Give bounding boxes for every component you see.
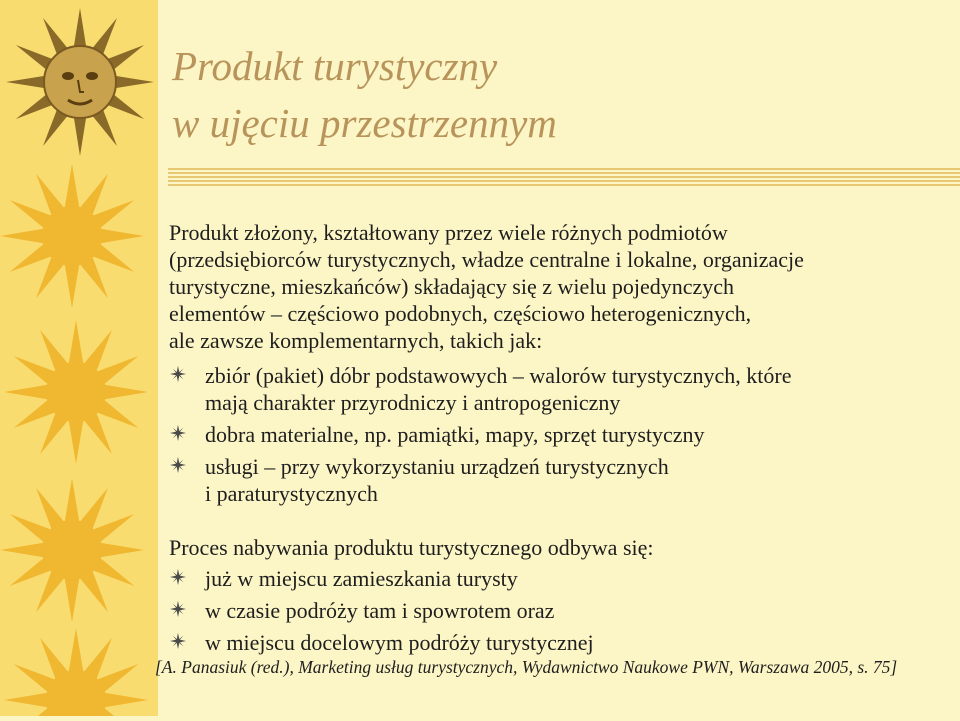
sun-icon <box>0 478 144 622</box>
asterisk-star-icon <box>169 424 187 442</box>
list-item: w czasie podróży tam i spowrotem oraz <box>169 597 949 624</box>
asterisk-star-icon <box>169 568 187 586</box>
source-citation: [A. Panasiuk (red.), Marketing usług turystycznych, Wydawnictwo Naukowe PWN, Warszawa 2005, s. 75] <box>155 657 898 677</box>
slide-body <box>169 219 949 661</box>
decorative-left-band <box>0 0 158 716</box>
elements-list <box>169 362 949 507</box>
sun-icon <box>4 628 148 716</box>
sun-face-icon <box>6 8 154 156</box>
title-line-2: w ujęciu przestrzennym <box>172 100 557 146</box>
list-item: już w miejscu zamieszkania turysty <box>169 565 949 592</box>
slide-title <box>172 38 557 152</box>
asterisk-star-icon <box>169 600 187 618</box>
list-item: dobra materialne, np. pamiątki, mapy, sprzęt turystyczny <box>169 421 949 448</box>
title-line-1: Produkt turystyczny <box>172 43 498 89</box>
sun-column <box>0 0 158 716</box>
process-list <box>169 565 949 656</box>
sun-icon <box>4 320 148 464</box>
list-item: w miejscu docelowym podróży turystycznej <box>169 629 949 656</box>
sun-icon <box>0 164 144 308</box>
asterisk-star-icon <box>169 456 187 474</box>
list-item: zbiór (pakiet) dóbr podstawowych – walorów turystycznych, które mają charakter przyrodniczy i antropogeniczny <box>169 362 949 416</box>
asterisk-star-icon <box>169 632 187 650</box>
title-underline <box>168 168 960 186</box>
list-item: usługi – przy wykorzystaniu urządzeń turystycznych i paraturystycznych <box>169 453 949 507</box>
intro-paragraph: Produkt złożony, kształtowany przez wiele różnych podmiotów (przedsiębiorców turystycznych, władze centralne i lokalne, organizacje turystyczne, mieszkańców) składający się z wielu pojedynczych elementów – częściowo podobnych, częściowo heterogenicznych, ale zawsze komplementarnych, takich jak: <box>169 220 804 353</box>
process-heading: Proces nabywania produktu turystycznego odbywa się: <box>169 535 654 560</box>
asterisk-star-icon <box>169 365 187 383</box>
